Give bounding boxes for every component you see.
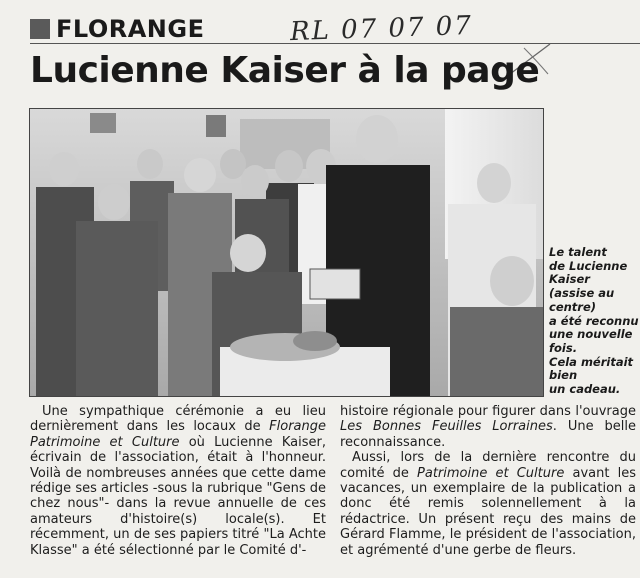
article-text: . Une belle reconnaissance. [340,419,637,450]
caption-line: fois. [549,340,578,355]
section-title: FLORANGE [56,15,205,43]
article-text: histoire régionale pour figurer dans l'ouvrage [340,404,636,419]
article-photo [29,108,544,397]
caption-line: Kaiser [549,272,590,287]
article-paragraph [340,450,636,558]
caption-line: a été reconnu [549,313,639,328]
caption-line: centre) [549,299,597,314]
organization-name: Florange Patrimoine et Culture [30,419,326,450]
photo-caption [549,246,640,397]
article-text: Aussi, lors de la dernière rencontre du comité de [340,450,636,481]
group-photo-illustration [30,109,543,396]
caption-line: Cela méritait [549,354,634,369]
adjacent-page-bleed-bottom [0,568,640,578]
article-text: où Lucienne Kaiser, écrivain de l'association, était à l'honneur. Voilà de nombreuses années que cette dame rédige ses articles -sous la rubrique "Gens de chez nous"- dans la revue annuelle de ces amateurs d'histoire(s) locale(s). Et récemment, un de ses papiers titré "La Achte Klasse" a été sélectionné par le Comité d'- [30,434,326,558]
caption-line: une nouvelle [549,327,633,342]
caption-line: un cadeau. [549,382,621,397]
article-paragraph [340,404,636,450]
caption-line: Le talent [549,245,607,259]
handwritten-date-annotation: RL 07 07 07 [289,10,474,48]
caption-line: (assise au [549,286,615,301]
adjacent-page-bleed-top [0,0,640,12]
article-text: Une sympathique cérémonie a eu lieu dernièrement dans les locaux de [30,404,326,435]
section-marker-square [30,19,50,39]
book-title: Les Bonnes Feuilles Lorraines [340,419,553,435]
article-paragraph [30,404,326,558]
article-text: avant les vacances, un exemplaire de la publication a donc été remis solennellement à la rédactrice. Un présent reçu des mains de Gérard Flamme, le président de l'association, et agrémenté d'une gerbe de fleurs. [340,465,636,558]
organization-name: Patrimoine et Culture [417,465,565,481]
section-kicker [30,16,204,42]
article-column-right [340,404,636,558]
article-column-left [30,404,326,558]
caption-line: de Lucienne [549,258,628,273]
caption-line: bien [549,368,578,383]
article-headline: Lucienne Kaiser à la page [30,50,540,91]
